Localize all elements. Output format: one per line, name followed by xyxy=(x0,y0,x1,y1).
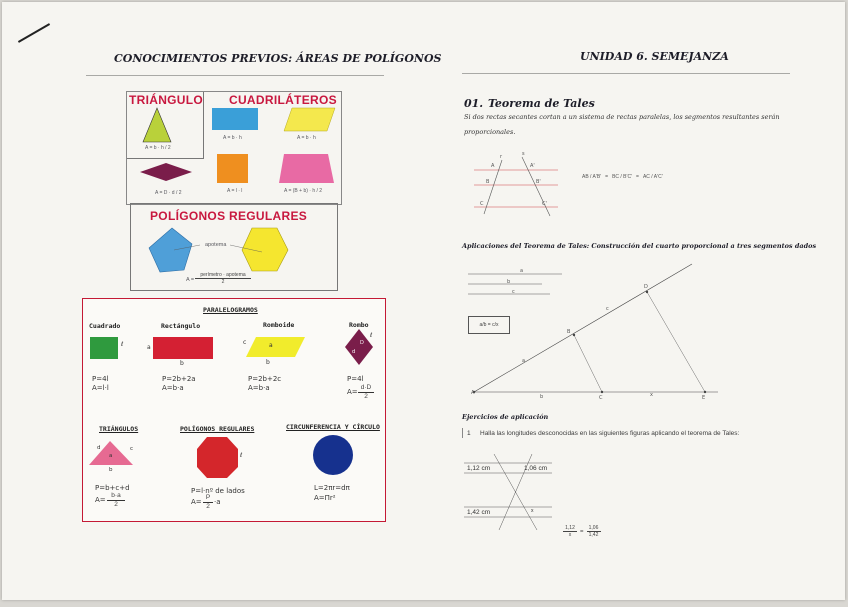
applications-title: Aplicaciones del Teorema de Tales: Construcción del cuarto proporcional a tres segmentos dados xyxy=(462,242,817,250)
fig1-label-B-prime: B' xyxy=(536,179,541,185)
exercise-figure xyxy=(2,2,848,607)
quadrilaterals-title: CUADRILÁTEROS xyxy=(229,93,337,107)
fig2-diag-c: c xyxy=(606,306,609,312)
fig1-label-r: r xyxy=(500,154,503,160)
col-name-rectangulo: Rectángulo xyxy=(161,322,201,330)
trapezoid-formula: A = (B + b) · h / 2 xyxy=(284,188,323,194)
right-page-header: UNIDAD 6. SEMEJANZA xyxy=(580,50,729,63)
exercise-ratio xyxy=(563,525,601,538)
fig2-point-D: D xyxy=(644,284,648,290)
circle-title: CIRCUNFERENCIA Y CÍRCULO xyxy=(286,423,380,431)
fig2-seg-c-label: c xyxy=(512,289,515,295)
parallelograms-title: PARALELOGRAMOS xyxy=(203,306,258,314)
col-name-romboide: Romboide xyxy=(263,321,295,329)
fig2-seg-b-label: b xyxy=(507,279,511,285)
exercise-number: 1 xyxy=(467,430,471,437)
ratio-fraction-1 xyxy=(563,525,577,538)
fig2-point-C: C xyxy=(599,395,603,401)
ratio-n2: 1,06 xyxy=(587,525,601,532)
triangle-bottom-label: b xyxy=(109,467,113,473)
polygons-title: POLÍGONOS REGULARES xyxy=(150,209,308,223)
parallelogram-formula: A = b · h xyxy=(297,135,316,141)
triangle-area-denominator: 2 xyxy=(114,501,118,508)
exercise-text: Halla las longitudes desconocidas en las siguientes figuras aplicando el teorema de Tales: xyxy=(480,430,740,437)
triangle-area-numerator: b·a xyxy=(107,492,125,501)
fig1-label-C-prime: C' xyxy=(542,201,547,207)
intro-line-2: proporcionales. xyxy=(464,128,516,136)
circle-length: L=2πr=dπ xyxy=(314,484,350,492)
cuadrado-perimeter: P=4l xyxy=(92,375,109,383)
ratio-d2: 1,42 xyxy=(588,532,599,538)
fig1-label-B: B xyxy=(486,179,490,185)
polygon-formula-numerator: perímetro · apotema xyxy=(195,272,251,279)
romboide-side-label: c xyxy=(243,339,247,346)
rectangulo-side-label: a xyxy=(147,344,151,351)
section-title: Teorema de Tales xyxy=(488,97,595,110)
triangle-formula: A = b · h / 2 xyxy=(145,145,171,151)
triangle-left-label: d xyxy=(97,445,101,451)
ratio-eq: = xyxy=(580,528,584,535)
triangle-right-label: c xyxy=(130,446,134,452)
romboide-bottom-label: b xyxy=(266,359,270,366)
triangle-title: TRIÁNGULO xyxy=(129,93,204,107)
fig2-seg-a-label: a xyxy=(520,268,524,274)
triangle-perimeter: P=b+c+d xyxy=(95,484,130,492)
triangle-area-prefix: A= xyxy=(95,496,106,504)
exercise-bottom-right-label: x xyxy=(531,508,534,514)
fig2-diag-a: a xyxy=(522,358,526,364)
col-name-rombo: Rombo xyxy=(349,321,369,329)
rectangulo-bottom-label: b xyxy=(180,360,184,367)
circle-area: A=Πr² xyxy=(314,494,336,502)
left-page-header: CONOCIMIENTOS PREVIOS: ÁREAS DE POLÍGONOS xyxy=(114,52,442,65)
fig2-point-E: E xyxy=(702,395,706,401)
fig1-label-A-prime: A' xyxy=(530,163,535,169)
triangle-inner-label: a xyxy=(109,453,113,459)
romboide-area: A=b·a xyxy=(248,384,270,392)
col-name-cuadrado: Cuadrado xyxy=(89,322,121,330)
intro-line-1: Si dos rectas secantes cortan a un sistema de rectas paralelas, los segmentos resultantes serán xyxy=(464,113,780,121)
fig1-label-A: A xyxy=(491,163,495,169)
document-sheet xyxy=(2,2,845,600)
triangles-title: TRIÁNGULOS xyxy=(99,425,139,433)
fig2-base-b: b xyxy=(540,394,544,400)
fig1-ratio-2: BC / B'C' xyxy=(612,174,633,180)
fig1-label-C: C xyxy=(480,201,484,207)
exercise-top-right-label: 1,06 cm xyxy=(524,465,548,472)
rectangulo-area: A=b·a xyxy=(162,384,184,392)
ratio-d1: x xyxy=(568,532,572,538)
fig2-point-B: B xyxy=(567,329,571,335)
exercise-bottom-left-label: 1,42 cm xyxy=(467,509,491,516)
rombo-side-label: ℓ xyxy=(370,332,373,339)
romboide-inner-label: a xyxy=(269,342,273,349)
exercises-title: Ejercicios de aplicación xyxy=(462,413,549,421)
fig1-ratio-3: AC / A'C' xyxy=(642,174,663,180)
apothem-label: apotema xyxy=(205,242,227,248)
rombo-perimeter: P=4l xyxy=(347,375,364,383)
rombo-area-prefix: A= xyxy=(347,388,358,396)
rombo-area-denominator: 2 xyxy=(364,393,368,400)
square-formula: A = l · l xyxy=(227,188,243,194)
fig2-point-A: A xyxy=(471,390,475,396)
regular-polygon-area-suffix: ·a xyxy=(214,498,221,506)
fig2-base-x: x xyxy=(650,392,653,398)
rombo-area-numerator: d·D xyxy=(358,384,374,393)
polygon-formula-prefix: A = xyxy=(186,277,195,283)
rhombus-formula: A = D · d / 2 xyxy=(155,190,182,196)
rectangulo-perimeter: P=2b+2a xyxy=(162,375,196,383)
section-number: 01. xyxy=(464,97,484,110)
rombo-d-label: d xyxy=(352,349,356,355)
cuadrado-side-label: ℓ xyxy=(121,341,124,348)
regular-polygons-title: POLÍGONOS REGULARES xyxy=(180,425,255,433)
fig1-ratio-eq-1: = xyxy=(605,174,609,180)
fig1-label-s: s xyxy=(522,151,525,157)
cuadrado-area: A=l·l xyxy=(92,384,109,392)
ratio-fraction-2 xyxy=(587,525,601,538)
regular-polygon-area-numerator: P xyxy=(203,494,213,503)
ratio-n1: 1,12 xyxy=(563,525,577,532)
polygon-formula-denominator: 2 xyxy=(221,279,225,285)
regular-polygon-area-prefix: A= xyxy=(191,498,202,506)
rect-formula: A = b · h xyxy=(223,135,242,141)
fig1-ratio-eq-2: = xyxy=(636,174,639,180)
romboide-perimeter: P=2b+2c xyxy=(248,375,282,383)
regular-polygon-area-denominator: 2 xyxy=(206,503,210,510)
exercise-top-left-label: 1,12 cm xyxy=(467,465,491,472)
rombo-D-label: D xyxy=(360,340,364,346)
fig2-proportion-box: a/b = c/x xyxy=(468,316,510,334)
fig1-ratio-1: AB / A'B' xyxy=(582,174,602,180)
regular-polygon-perimeter: P=l·nº de lados xyxy=(191,487,245,495)
octagon-side-label: ℓ xyxy=(240,452,243,459)
